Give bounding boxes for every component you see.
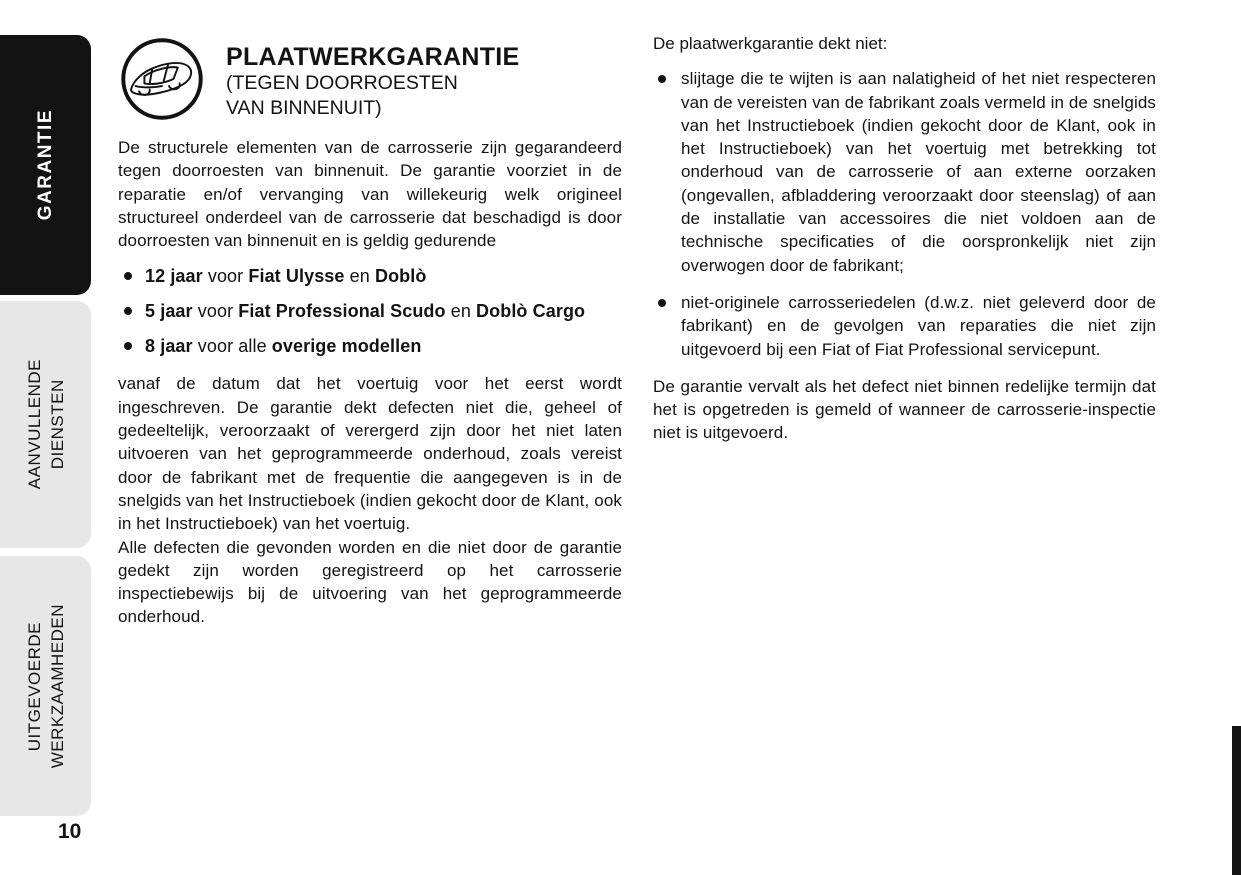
list-item	[653, 67, 1156, 277]
body-paragraph: vanaf de datum dat het voertuig voor het eerst wordt ingeschreven. De garantie dekt defecten niet die, geheel of gedeeltelijk, veroorzaakt of verergerd zijn door het niet laten uitvoeren van het geprogrammeerde onderhoud, zoals vereist door de fabrikant met de frequentie die aangegeven is in de snelgids van het Instructieboek (indien gekocht door de Klant, ook in het Instructieboek) van het voertuig.	[118, 374, 622, 534]
page-subtitle-line2: VAN BINNENUIT)	[226, 97, 382, 119]
page-number: 10	[58, 820, 82, 843]
body-paragraph: Alle defecten die gevonden worden en die niet door de garantie gedekt zijn worden geregistreerd op het carrosserie inspectiebewijs bij de uitvoering van het geprogrammeerde onderhoud.	[118, 537, 622, 627]
list-item-text: 12 jaar voor Fiat Ulysse en Doblò	[145, 266, 427, 287]
right-column	[653, 32, 1156, 445]
sidebar-tab-uitgevoerde-werkzaamheden-label: UITGEVOERDE WERKZAAMHEDEN	[24, 603, 67, 769]
list-item-text: 5 jaar voor Fiat Professional Scudo en Doblò Cargo	[145, 301, 586, 322]
list-item-text: slijtage die te wijten is aan nalatigheid of het niet respecteren van de vereisten van de fabrikant zoals vermeld in de snelgids van het Instructieboek (indien gekocht door de Klant, ook in het Instructieboek) van het voertuig met betrekking tot onderhoud van de carrosserie of aan externe oorzaken (ongevallen, afbladdering veroorzaakt door steenslag) of aan de installatie van accessoires die niet voldoen aan de technische specificaties of die oorspronkelijk niet zijn overwogen door de fabrikant;	[681, 69, 1156, 275]
section-titles	[226, 35, 520, 123]
list-item	[118, 299, 622, 323]
car-body-icon	[118, 35, 206, 123]
bullet-icon	[658, 299, 666, 307]
section-header	[118, 35, 622, 123]
left-column	[118, 35, 622, 629]
sidebar-tab-aanvullende-diensten[interactable]	[0, 301, 91, 548]
exclusions-heading: De plaatwerkgarantie dekt niet:	[653, 34, 888, 53]
intro-paragraph: De structurele elementen van de carrosserie zijn gegarandeerd tegen doorroesten van binnenuit. De garantie voorziet in de reparatie en/of vervanging van willekeurig welk origineel structureel onderdeel van de carrosserie dat beschadigd is door doorroesten van binnenuit en is geldig gedurende	[118, 138, 622, 251]
list-item	[118, 264, 622, 288]
page-title: PLAATWERKGARANTIE	[226, 43, 520, 71]
list-item	[118, 334, 622, 358]
list-item	[653, 291, 1156, 361]
exclusions-list	[653, 67, 1156, 361]
bullet-icon	[124, 272, 132, 280]
warranty-duration-list	[118, 264, 622, 358]
page-subtitle-line1: (TEGEN DOORROESTEN	[226, 72, 458, 94]
sidebar-tab-uitgevoerde-werkzaamheden[interactable]	[0, 556, 91, 816]
bullet-icon	[124, 342, 132, 350]
bullet-icon	[124, 307, 132, 315]
page-edge-tab	[1232, 726, 1241, 875]
sidebar-tab-garantie[interactable]	[0, 35, 91, 295]
closing-paragraph: De garantie vervalt als het defect niet binnen redelijke termijn dat het is opgetreden is gemeld of wanneer de carrosserie-inspectie niet is uitgevoerd.	[653, 376, 1156, 443]
sidebar-tab-aanvullende-diensten-label: AANVULLENDE DIENSTEN	[24, 359, 67, 490]
bullet-icon	[658, 75, 666, 83]
sidebar-tab-garantie-label: GARANTIE	[35, 109, 56, 221]
list-item-text: 8 jaar voor alle overige modellen	[145, 336, 422, 357]
list-item-text: niet-originele carrosseriedelen (d.w.z. niet geleverd door de fabrikant) en de gevolgen van reparaties die niet zijn uitgevoerd bij een Fiat of Fiat Professional servicepunt.	[681, 292, 1156, 359]
